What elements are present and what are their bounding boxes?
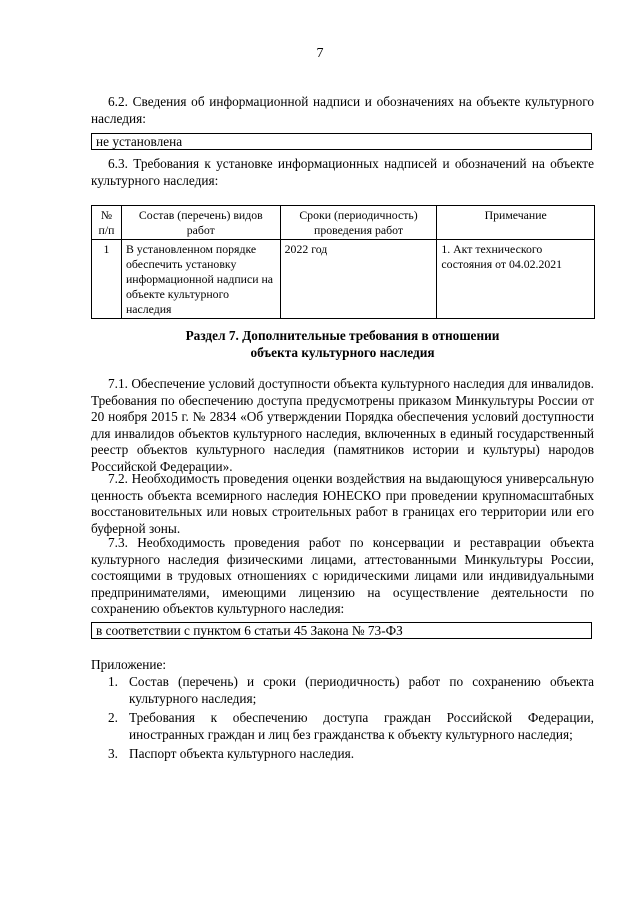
header-works: Состав (перечень) видов работ xyxy=(121,206,280,240)
section-7-heading xyxy=(91,328,594,361)
page-number: 7 xyxy=(316,46,324,61)
section-7-3-text: 7.3. Необходимость проведения работ по консервации и реставрации объекта культурного наследия физическими лицами, аттестованными Минкультуры России, состоящими в трудовых отношениях с юридическими лицами или индивидуальными предпринимателями, имеющими лицензию на осуществление деятельности по сохранению объектов культурного наследия: xyxy=(91,535,594,616)
table-row xyxy=(92,240,595,319)
section-6-2-text: 6.2. Сведения об информационной надписи и обозначениях на объекте культурного наследия: xyxy=(91,94,594,126)
list-item xyxy=(91,746,594,763)
cell-note: 1. Акт технического состояния от 04.02.2021 xyxy=(437,240,595,319)
table-header-row xyxy=(92,206,595,240)
list-item-number: 3. xyxy=(108,746,118,761)
section-7-1-text: 7.1. Обеспечение условий доступности объекта культурного наследия для инвалидов. Требования по обеспечению доступа предусмотрены приказом Минкультуры России от 20 ноября 2015 г. № 2834 «Об утверждении Порядка обеспечения условий доступности для инвалидов объектов культурного наследия, включенных в единый государственный реестр объектов культурного наследия (памятников истории и культуры) народов Российской Федерации». xyxy=(91,376,594,474)
works-table xyxy=(91,205,595,319)
section-7-heading-line1: Раздел 7. Дополнительные требования в отношении xyxy=(185,328,500,343)
header-number: № п/п xyxy=(92,206,122,240)
section-7-2-text: 7.2. Необходимость проведения оценки воздействия на выдающуюся универсальную ценность объекта всемирного наследия ЮНЕСКО при проведении крупномасштабных восстановительных или новых строительных работ в границах его территории или его буферной зоны. xyxy=(91,471,594,536)
header-deadlines: Сроки (периодичность) проведения работ xyxy=(280,206,437,240)
appendix-title: Приложение: xyxy=(91,657,167,672)
inscription-info-box: не установлена xyxy=(91,133,592,150)
law-reference-box: в соответствии с пунктом 6 статьи 45 Закона № 73-ФЗ xyxy=(91,622,592,639)
section-7-heading-line2: объекта культурного наследия xyxy=(250,344,435,360)
cell-deadline: 2022 год xyxy=(280,240,437,319)
cell-number: 1 xyxy=(92,240,122,319)
list-item-text: Состав (перечень) и сроки (периодичность) работ по сохранению объекта культурного наследия; xyxy=(129,674,594,706)
list-item-text: Паспорт объекта культурного наследия. xyxy=(129,746,355,761)
list-item-text: Требования к обеспечению доступа граждан Российской Федерации, иностранных граждан и лиц без гражданства к объекту культурного наследия; xyxy=(129,710,594,742)
section-6-3-text: 6.3. Требования к установке информационных надписей и обозначений на объекте культурного наследия: xyxy=(91,156,594,188)
appendix-list xyxy=(91,674,594,766)
list-item-number: 2. xyxy=(108,710,118,725)
list-item xyxy=(91,710,594,743)
list-item xyxy=(91,674,594,707)
cell-works: В установленном порядке обеспечить установку информационной надписи на объекте культурного наследия xyxy=(121,240,280,319)
list-item-number: 1. xyxy=(108,674,118,689)
header-note: Примечание xyxy=(437,206,595,240)
